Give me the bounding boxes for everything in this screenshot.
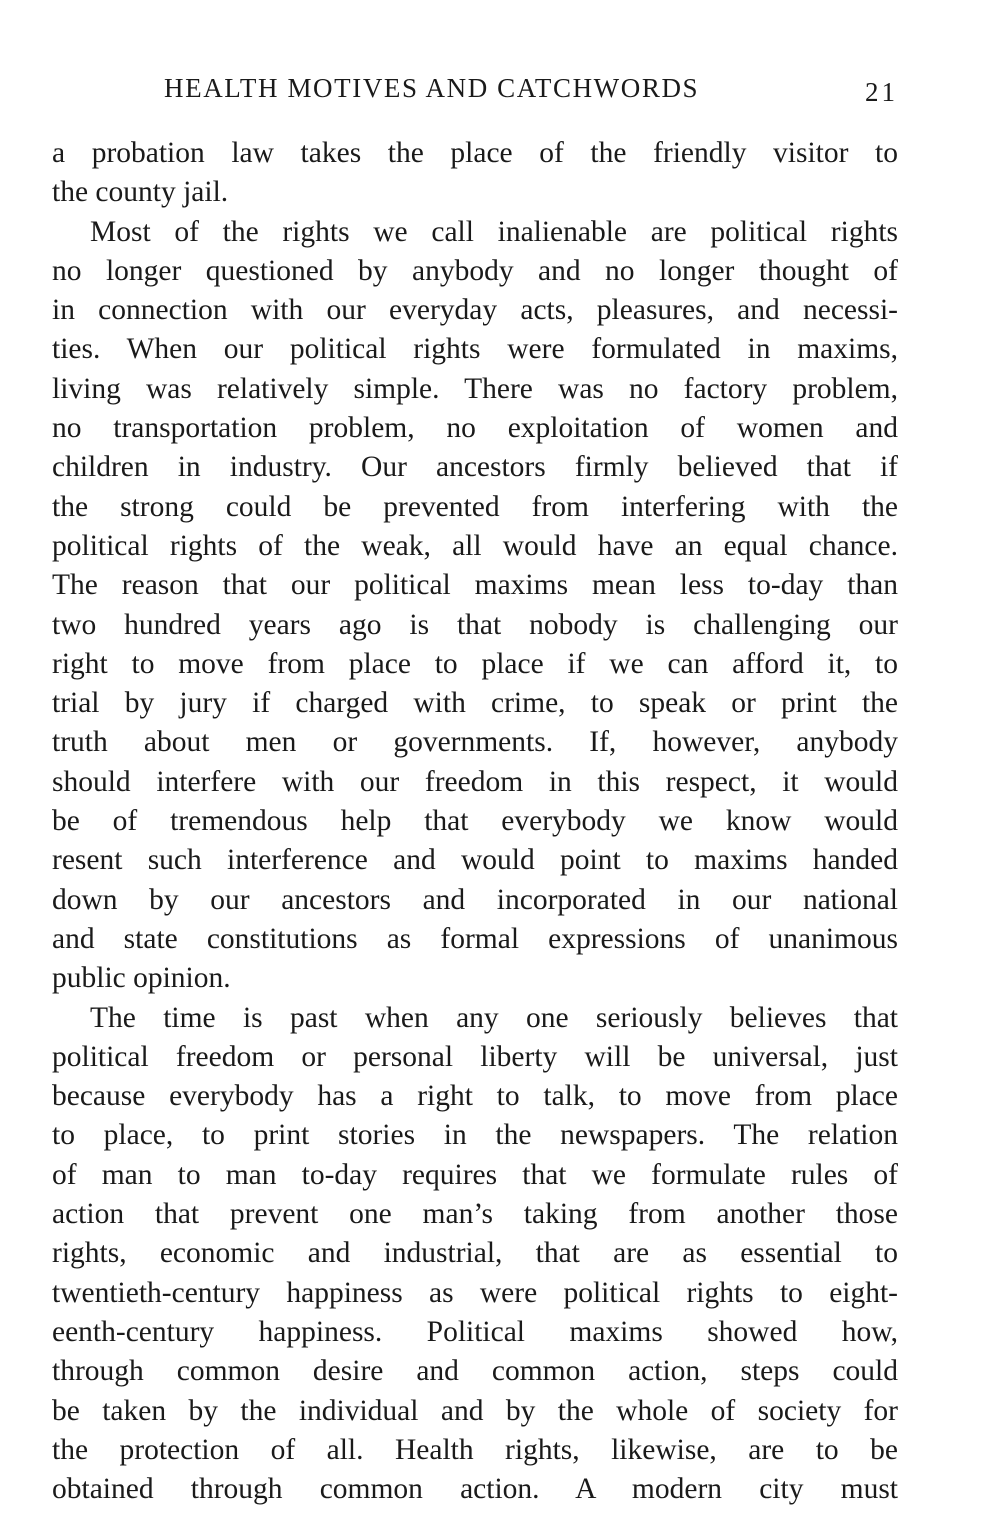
text-line: children in industry. Our ancestors firmly believed that if [52,451,898,484]
text-line: living was relatively simple. There was no factory problem, [52,372,898,405]
text-line: eenth-century happiness. Political maxims showed how, [52,1315,898,1348]
text-line: twentieth-century happiness as were political rights to eight- [52,1276,898,1309]
text-line: because everybody has a right to talk, to move from place [52,1080,898,1113]
text-line: down by our ancestors and incorporated in our national [52,883,898,916]
page-number: 21 [865,77,898,107]
text-line: and state constitutions as formal expressions of unanimous [52,922,898,955]
text-line: through common desire and common action, steps could [52,1355,898,1388]
text-line: no longer questioned by anybody and no longer thought of [52,254,898,287]
text-line: Most of the rights we call inalienable are political rights [90,215,898,248]
text-line: in connection with our everyday acts, pleasures, and necessi- [52,294,898,327]
text-line: to place, to print stories in the newspapers. The relation [52,1119,898,1152]
text-line: of man to man to-day requires that we formulate rules of [52,1158,898,1191]
body-text [52,134,898,1509]
text-line: be of tremendous help that everybody we know would [52,805,898,838]
text-line: resent such interference and would point to maxims handed [52,844,898,877]
text-line: political rights of the weak, all would have an equal chance. [52,529,898,562]
text-line: The time is past when any one seriously believes that [90,1001,898,1034]
text-line: obtained through common action. A modern city must [52,1473,898,1506]
text-line: political freedom or personal liberty will be universal, just [52,1040,898,1073]
text-line: the county jail. [52,176,229,209]
text-line: action that prevent one man’s taking from another those [52,1198,898,1231]
text-line: The reason that our political maxims mean less to-day than [52,569,898,602]
text-line: right to move from place to place if we can afford it, to [52,647,898,680]
text-line: truth about men or governments. If, however, anybody [52,726,898,759]
running-title: HEALTH MOTIVES AND CATCHWORDS [164,73,700,103]
text-line: should interfere with our freedom in this respect, it would [52,765,898,798]
text-line: rights, economic and industrial, that are as essential to [52,1237,898,1270]
text-line: the strong could be prevented from interfering with the [52,490,898,523]
text-line: a probation law takes the place of the friendly visitor to [52,137,898,169]
text-line: no transportation problem, no exploitation of women and [52,412,898,445]
text-line: ties. When our political rights were formulated in maxims, [52,333,898,366]
text-line: be taken by the individual and by the whole of society for [52,1394,898,1427]
text-line: the protection of all. Health rights, likewise, are to be [52,1433,898,1466]
text-line: public opinion. [52,962,231,995]
text-line: trial by jury if charged with crime, to speak or print the [52,687,898,720]
text-line: two hundred years ago is that nobody is challenging our [52,608,898,641]
running-head [52,70,898,106]
